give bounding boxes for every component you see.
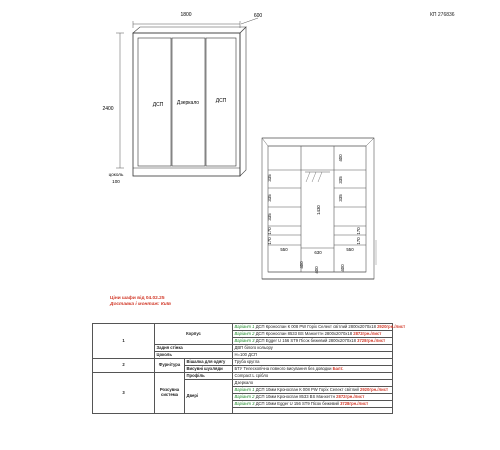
korpus-label: Корпус bbox=[155, 324, 233, 345]
right-drawer-width: 550 bbox=[346, 247, 354, 252]
right-shelf-5: 170 bbox=[356, 237, 361, 245]
door-middle-label: Дзеркало bbox=[176, 100, 200, 106]
spec-table bbox=[92, 323, 406, 414]
left-shelf-1: 335 bbox=[267, 174, 272, 182]
left-shelf-5: 170 bbox=[267, 237, 272, 245]
profile-label: Профіль bbox=[185, 373, 233, 380]
back-panel-value: ДВП білого кольору bbox=[233, 345, 393, 352]
document-code: КП 276836 bbox=[430, 12, 455, 18]
korpus-option-1: Варіант 1 ДСП Кроноспан К 008 PW Горіх Селект світлий 2800х2070х18 2920грн./лист bbox=[234, 323, 406, 329]
profile-value: Compact L срібло bbox=[233, 373, 393, 380]
drawers-label: Висувні шухляди bbox=[185, 366, 233, 373]
table-row bbox=[93, 359, 393, 366]
door-option-1: Варіант 1 ДСП 10мм Кроноспан К 008 PW Горіх Селект світлий 2920грн./лист bbox=[233, 387, 393, 394]
korpus-option-3: Варіант 3 ДСП Egger U 156 ST9 Пісок бежевий 2800х2070х18 3728грн./лист bbox=[233, 338, 393, 345]
center-bottom-width: 630 bbox=[314, 250, 322, 255]
section-number: 2 bbox=[93, 359, 155, 373]
width-dimension: 1800 bbox=[180, 12, 192, 18]
rail-label: Вішалка для одягу bbox=[185, 359, 233, 366]
door-option-2: Варіант 2 ДСП 10мм Кроноспан 8533 BS Манхеттн 2872грн./лист bbox=[233, 394, 393, 401]
plinth-row-label: Цоколь bbox=[155, 352, 233, 359]
left-shelf-3: 335 bbox=[267, 213, 272, 221]
plinth-row-value: Н=100 ДСП bbox=[233, 352, 393, 359]
doors-label: Двері bbox=[185, 380, 233, 414]
back-panel-label: Задня стінка bbox=[155, 345, 233, 352]
drawers-value: БТУ Телескопічна повного висування без доводки Балт. bbox=[233, 366, 393, 373]
right-shelf-4: 170 bbox=[356, 227, 361, 235]
bottom-section-left: 400 bbox=[299, 261, 304, 269]
right-shelf-2: 335 bbox=[338, 176, 343, 184]
depth-dimension: 600 bbox=[253, 13, 263, 19]
fittings-label: Фурнітура bbox=[155, 359, 185, 373]
empty-cell bbox=[233, 408, 393, 414]
center-hanging-height: 1430 bbox=[316, 205, 321, 215]
left-shelf-2: 335 bbox=[267, 194, 272, 202]
bottom-section-center: 400 bbox=[314, 266, 319, 274]
left-shelf-4: 170 bbox=[267, 227, 272, 235]
bottom-section-right: 400 bbox=[340, 264, 345, 272]
right-shelf-1: 400 bbox=[338, 154, 343, 162]
table-row bbox=[93, 373, 393, 380]
section-number: 1 bbox=[93, 324, 155, 359]
section-number: 3 bbox=[93, 373, 155, 414]
table-row bbox=[93, 324, 393, 331]
korpus-option-2: Варіант 2 ДСП Кроноспан 8533 BS Манхеттн 2800х2070х18 2872грн./лист bbox=[233, 331, 393, 338]
door-left-label: ДСП bbox=[152, 102, 164, 108]
mirror-value: Дзеркало bbox=[233, 380, 393, 387]
height-dimension: 2400 bbox=[102, 106, 114, 112]
door-option-3: Варіант 3 ДСП 10мм Egger U 156 ST9 Пісок бежевий 3728грн./лист bbox=[233, 401, 393, 408]
plinth-dimension: 100 bbox=[112, 179, 120, 184]
left-drawer-width: 550 bbox=[280, 247, 288, 252]
plinth-label: цоколь bbox=[108, 172, 124, 177]
right-shelf-3: 335 bbox=[338, 194, 343, 202]
door-right-label: ДСП bbox=[215, 98, 227, 104]
price-date-note: Ціни шафи від 04.02.25 bbox=[110, 296, 165, 301]
rail-value: Труба кругла bbox=[233, 359, 393, 366]
delivery-note: Доставка і монтаж: Київ bbox=[110, 302, 171, 307]
sliding-system-label: Розсувна система bbox=[155, 373, 185, 414]
